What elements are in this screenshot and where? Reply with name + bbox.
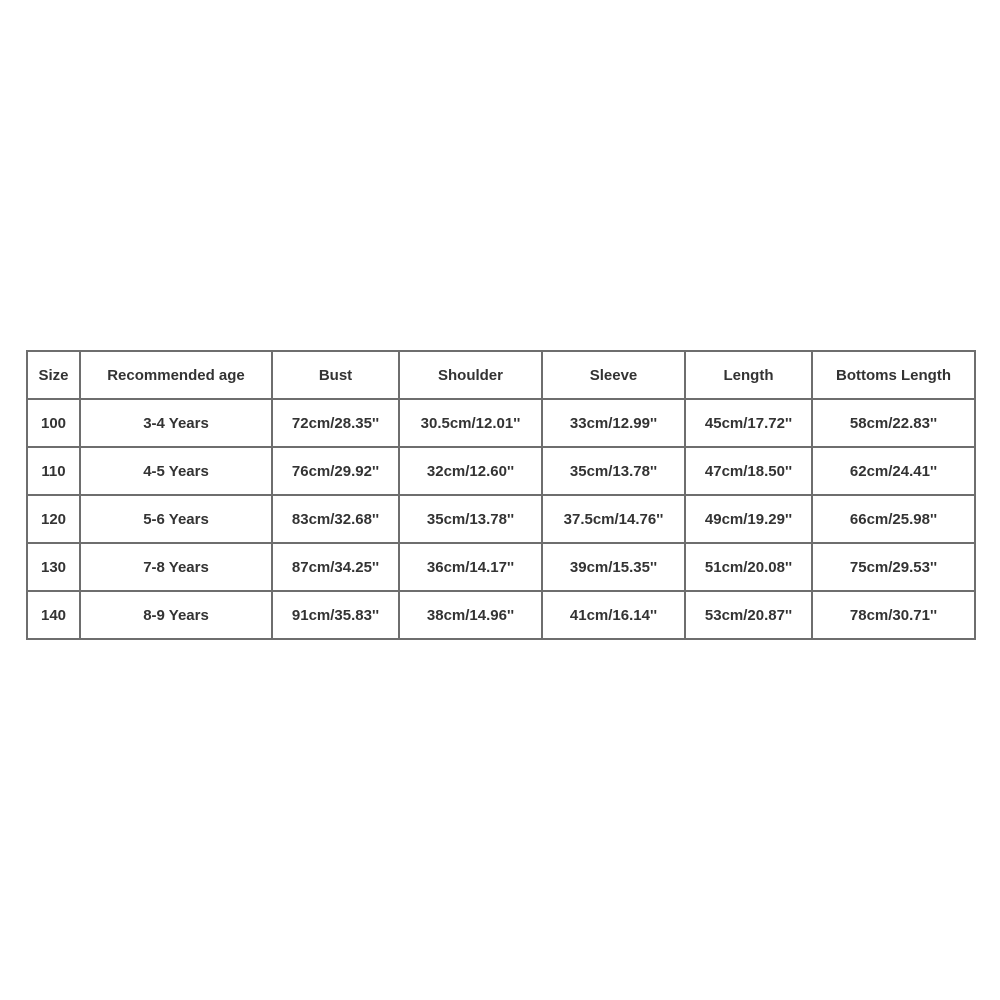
- cell-recommended-age: 4-5 Years: [80, 447, 272, 495]
- cell-sleeve: 37.5cm/14.76'': [542, 495, 685, 543]
- cell-sleeve: 41cm/16.14'': [542, 591, 685, 639]
- cell-shoulder: 35cm/13.78'': [399, 495, 542, 543]
- cell-bust: 83cm/32.68'': [272, 495, 399, 543]
- cell-sleeve: 39cm/15.35'': [542, 543, 685, 591]
- cell-bust: 87cm/34.25'': [272, 543, 399, 591]
- cell-length: 49cm/19.29'': [685, 495, 812, 543]
- cell-bottoms-length: 75cm/29.53'': [812, 543, 975, 591]
- cell-bust: 72cm/28.35'': [272, 399, 399, 447]
- header-bust: Bust: [272, 351, 399, 399]
- cell-recommended-age: 7-8 Years: [80, 543, 272, 591]
- cell-size: 130: [27, 543, 80, 591]
- header-size: Size: [27, 351, 80, 399]
- cell-recommended-age: 5-6 Years: [80, 495, 272, 543]
- cell-bust: 76cm/29.92'': [272, 447, 399, 495]
- cell-size: 140: [27, 591, 80, 639]
- cell-size: 100: [27, 399, 80, 447]
- table-row: [27, 447, 975, 495]
- cell-bottoms-length: 62cm/24.41'': [812, 447, 975, 495]
- header-bottoms-length: Bottoms Length: [812, 351, 975, 399]
- header-sleeve: Sleeve: [542, 351, 685, 399]
- cell-sleeve: 33cm/12.99'': [542, 399, 685, 447]
- header-shoulder: Shoulder: [399, 351, 542, 399]
- cell-size: 110: [27, 447, 80, 495]
- table-row: [27, 495, 975, 543]
- header-length: Length: [685, 351, 812, 399]
- size-chart-table: [26, 350, 976, 640]
- cell-shoulder: 30.5cm/12.01'': [399, 399, 542, 447]
- cell-sleeve: 35cm/13.78'': [542, 447, 685, 495]
- table-row: [27, 399, 975, 447]
- cell-shoulder: 32cm/12.60'': [399, 447, 542, 495]
- cell-shoulder: 36cm/14.17'': [399, 543, 542, 591]
- cell-bottoms-length: 78cm/30.71'': [812, 591, 975, 639]
- table-row: [27, 543, 975, 591]
- table-row: [27, 591, 975, 639]
- cell-bottoms-length: 58cm/22.83'': [812, 399, 975, 447]
- cell-bottoms-length: 66cm/25.98'': [812, 495, 975, 543]
- cell-size: 120: [27, 495, 80, 543]
- table-header-row: [27, 351, 975, 399]
- cell-shoulder: 38cm/14.96'': [399, 591, 542, 639]
- cell-length: 47cm/18.50'': [685, 447, 812, 495]
- cell-recommended-age: 8-9 Years: [80, 591, 272, 639]
- cell-length: 53cm/20.87'': [685, 591, 812, 639]
- cell-recommended-age: 3-4 Years: [80, 399, 272, 447]
- cell-bust: 91cm/35.83'': [272, 591, 399, 639]
- cell-length: 51cm/20.08'': [685, 543, 812, 591]
- header-recommended-age: Recommended age: [80, 351, 272, 399]
- cell-length: 45cm/17.72'': [685, 399, 812, 447]
